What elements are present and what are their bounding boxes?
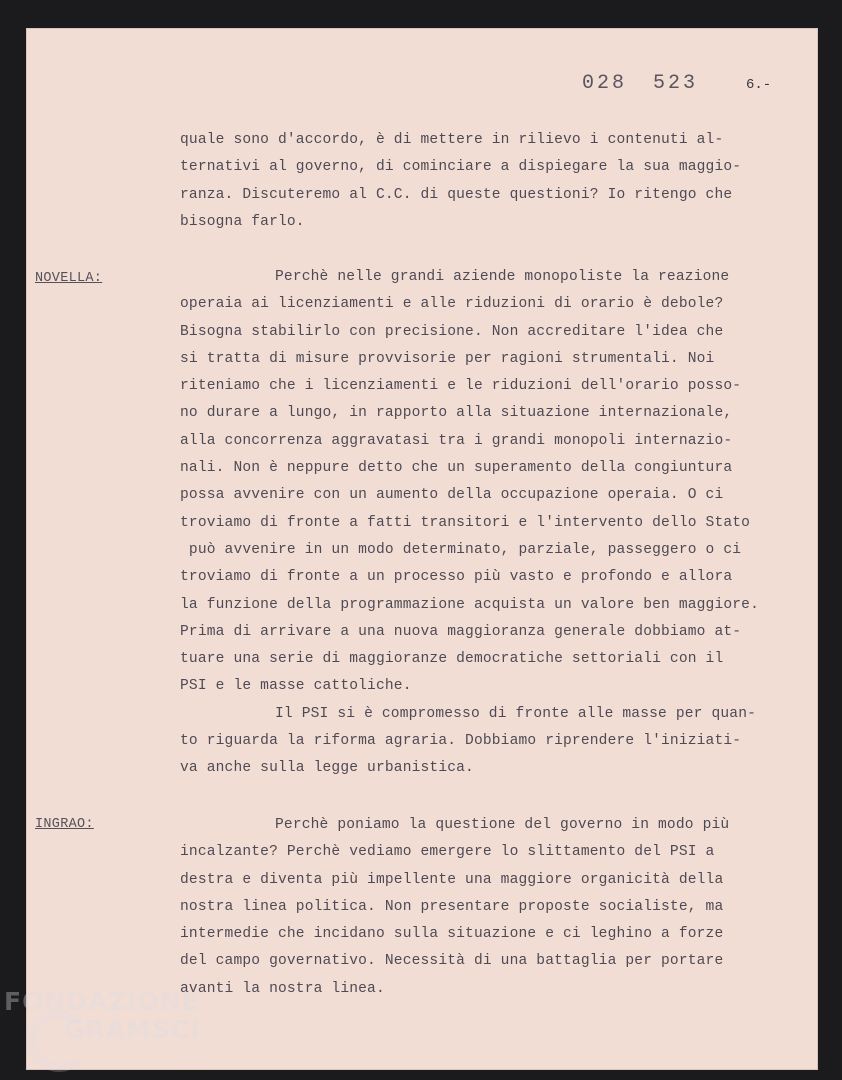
text-line: Perchè nelle grandi aziende monopoliste la reazione (275, 269, 730, 285)
text-line: operaia ai licenziamenti e alle riduzioni di orario è debole? (180, 296, 724, 313)
archive-number-part-1: 028 (582, 72, 628, 95)
text-line: ternativi al governo, di cominciare a dispiegare la sua maggio- (180, 159, 742, 176)
text-line: possa avvenire con un aumento della occupazione operaia. O ci (180, 487, 724, 504)
text-line: nali. Non è neppure detto che un superamento della congiuntura (180, 460, 733, 477)
speaker-novella: NOVELLA: (35, 271, 103, 286)
text-line: avanti la nostra linea. (180, 980, 385, 997)
text-line: tuare una serie di maggioranze democratiche settoriali con il (180, 651, 724, 668)
page-sequence: 6.- (746, 77, 772, 93)
text-line: quale sono d'accordo, è di mettere in rilievo i contenuti al- (180, 132, 724, 148)
novella-speech (180, 264, 795, 783)
intro-paragraph (180, 127, 795, 236)
watermark-line-1: FONDAZIONE (4, 987, 201, 1016)
text-line: intermedie che incidano sulla situazione e ci leghino a forze (180, 926, 724, 943)
text-line: può avvenire in un modo determinato, parziale, passeggero o ci (180, 541, 742, 558)
text-line: no durare a lungo, in rapporto alla situazione internazionale, (180, 405, 733, 422)
text-line: riteniamo che i licenziamenti e le riduzioni dell'orario posso- (180, 378, 742, 395)
watermark-line-2: GRAMSCI (64, 1015, 201, 1044)
text-line: Bisogna stabilirlo con precisione. Non accreditare l'idea che (180, 323, 724, 340)
text-line: va anche sulla legge urbanistica. (180, 760, 474, 777)
text-line: PSI e le masse cattoliche. (180, 678, 412, 695)
archive-number (582, 72, 698, 95)
text-line: to riguarda la riforma agraria. Dobbiamo riprendere l'iniziati- (180, 733, 742, 750)
text-line: incalzante? Perchè vediamo emergere lo slittamento del PSI a (180, 844, 715, 861)
text-line: troviamo di fronte a un processo più vasto e profondo e allora (180, 569, 733, 586)
text-line: la funzione della programmazione acquista un valore ben maggiore. (180, 596, 759, 613)
text-line: bisogna farlo. (180, 213, 305, 230)
text-line: destra e diventa più impellente una maggiore organicità della (180, 871, 724, 888)
text-line: ranza. Discuteremo al C.C. di queste questioni? Io ritengo che (180, 186, 733, 203)
text-line: del campo governativo. Necessità di una battaglia per portare (180, 953, 724, 970)
text-line: Perchè poniamo la questione del governo in modo più (275, 817, 730, 833)
text-line: nostra linea politica. Non presentare proposte socialiste, ma (180, 898, 724, 915)
text-line: alla concorrenza aggravatasi tra i grandi monopoli internazio- (180, 432, 733, 449)
speaker-ingrao: INGRAO: (35, 817, 94, 832)
text-line: si tratta di misure provvisorie per ragioni strumentali. Noi (180, 350, 715, 367)
text-line: Il PSI si è compromesso di fronte alle masse per quan- (275, 705, 757, 722)
archive-number-part-2: 523 (653, 72, 699, 95)
text-line: troviamo di fronte a fatti transitori e l'intervento dello Stato (180, 514, 751, 531)
watermark (4, 988, 201, 1044)
watermark-line-3: ONLUS (176, 1050, 204, 1059)
text-line: Prima di arrivare a una nuova maggioranza generale dobbiamo at- (180, 623, 742, 640)
ingrao-speech (180, 812, 795, 1003)
